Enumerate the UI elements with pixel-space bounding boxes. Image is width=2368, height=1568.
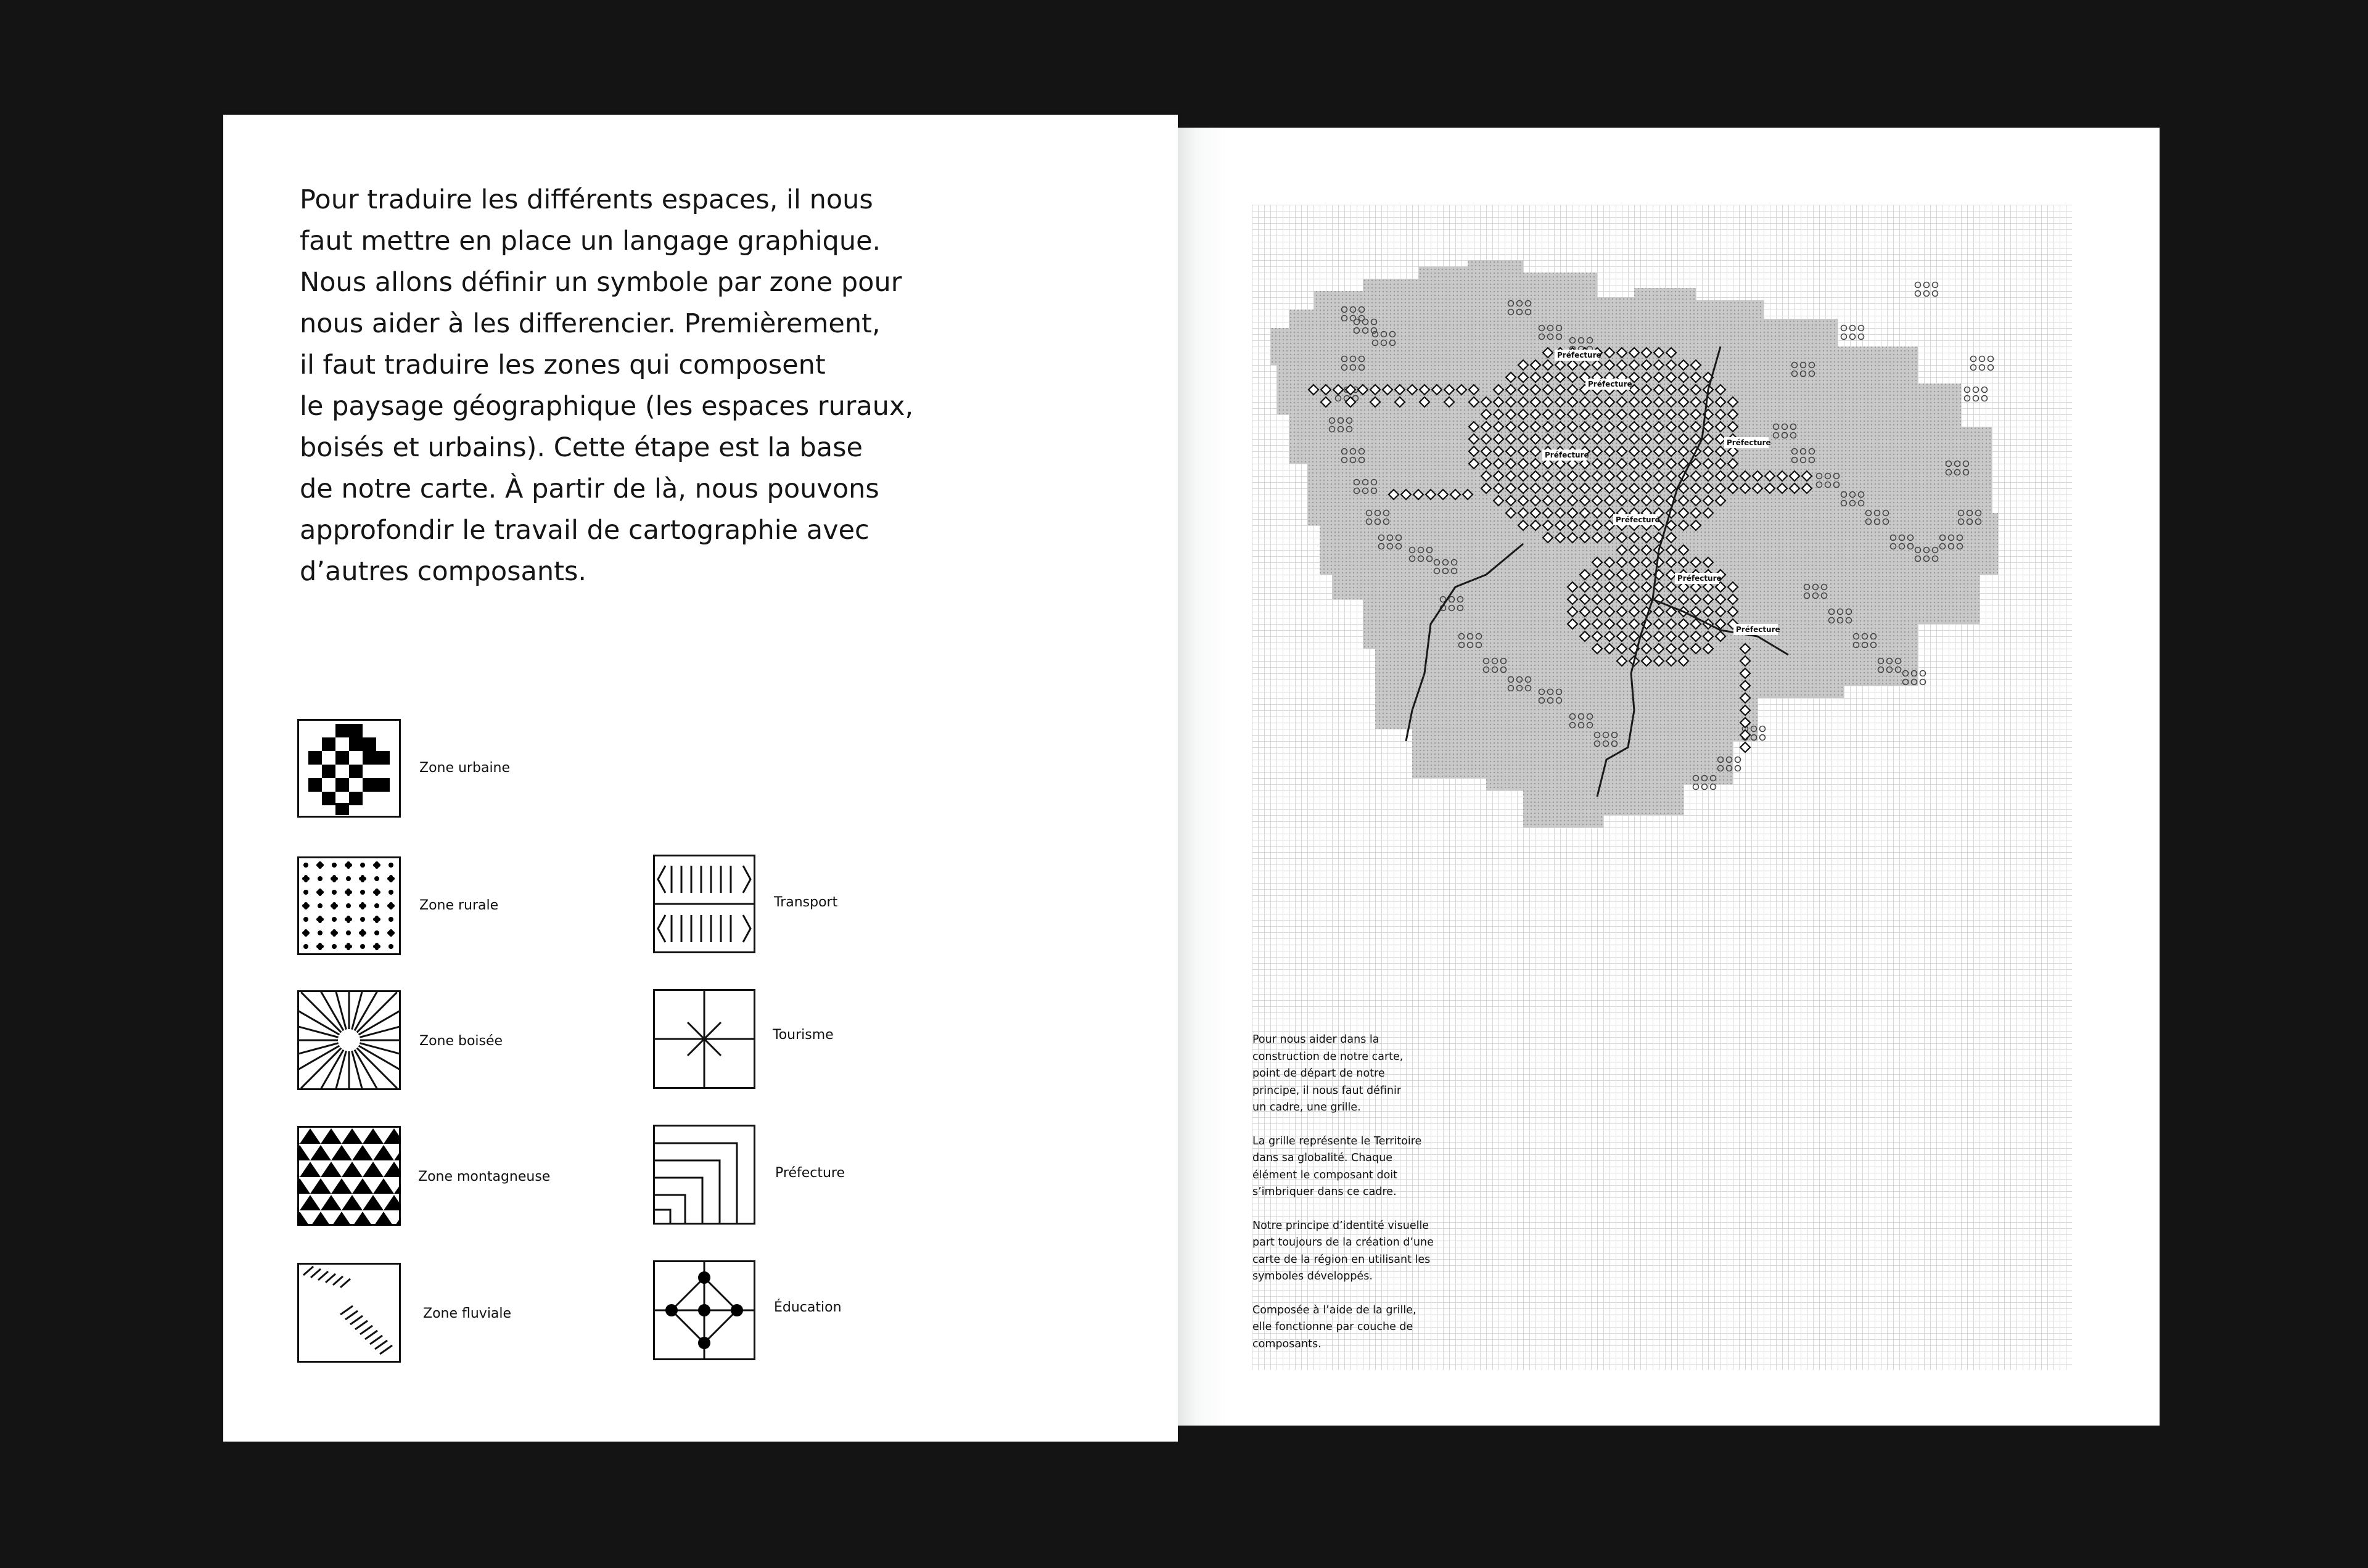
note-line: Composée à l’aide de la grille, xyxy=(1252,1303,1416,1316)
note-paragraph xyxy=(1252,1302,1462,1353)
rural-marker xyxy=(1980,356,1985,362)
note-line: construction de notre carte, xyxy=(1252,1050,1404,1063)
rural-marker xyxy=(1971,365,1976,371)
rural-marker xyxy=(1980,365,1985,371)
forest-zone-icon xyxy=(297,990,401,1090)
rural-marker xyxy=(1920,679,1926,685)
intro-line: de notre carte. À partir de là, nous pouvons xyxy=(300,474,879,504)
note-paragraph xyxy=(1252,1032,1462,1117)
intro-line: le paysage géographique (les espaces ruraux, xyxy=(300,391,914,422)
note-line: composants. xyxy=(1252,1337,1322,1350)
rural-marker xyxy=(1924,282,1930,288)
rural-marker xyxy=(1933,282,1938,288)
note-line: Pour nous aider dans la xyxy=(1252,1033,1379,1046)
note-line: elle fonctionne par couche de xyxy=(1252,1321,1413,1333)
transport-icon xyxy=(653,855,755,953)
intro-line: d’autres composants. xyxy=(300,556,587,587)
legend-label: Tourisme xyxy=(773,1027,834,1043)
urban-marker xyxy=(1740,742,1750,752)
note-line: élément le composant doit xyxy=(1252,1168,1398,1181)
rural-marker xyxy=(1971,356,1976,362)
rural-marker xyxy=(1702,784,1708,790)
rural-marker xyxy=(1859,326,1864,331)
education-icon xyxy=(653,1260,755,1360)
urban-zone-icon xyxy=(297,719,401,818)
note-line: La grille représente le Territoire xyxy=(1252,1135,1422,1147)
rural-zone-icon xyxy=(297,856,401,955)
intro-line: approfondir le travail de cartographie avec xyxy=(300,515,870,546)
rural-marker xyxy=(1920,671,1926,676)
rural-marker xyxy=(1693,784,1699,790)
note-line: Notre principe d’identité visuelle xyxy=(1252,1219,1429,1232)
rural-marker xyxy=(1965,396,1970,401)
rural-marker xyxy=(1933,291,1938,297)
prefecture-label: Préfecture xyxy=(1736,625,1780,634)
rural-marker xyxy=(1760,726,1766,732)
intro-paragraph xyxy=(300,179,916,593)
right-page xyxy=(1178,128,2160,1426)
rural-marker xyxy=(1988,365,1994,371)
prefecture-label: Préfecture xyxy=(1557,351,1601,359)
legend-label: Zone boisée xyxy=(419,1033,503,1049)
left-page xyxy=(223,115,1178,1442)
rural-marker xyxy=(1973,396,1979,401)
prefecture-label: Préfecture xyxy=(1545,451,1589,459)
legend-label: Zone montagneuse xyxy=(418,1169,551,1184)
legend-label: Éducation xyxy=(774,1300,842,1315)
legend-label: Transport xyxy=(774,895,838,910)
rural-marker xyxy=(1965,387,1970,393)
note-line: un cadre, une grille. xyxy=(1252,1101,1361,1114)
prefecture-label: Préfecture xyxy=(1588,380,1632,388)
intro-line: faut mettre en place un langage graphique. xyxy=(300,226,881,257)
intro-line: Nous allons définir un symbole par zone pour xyxy=(300,267,902,298)
note-line: part toujours de la création d’une xyxy=(1252,1236,1434,1249)
note-line: point de départ de notre xyxy=(1252,1067,1385,1080)
intro-line: Pour traduire les différents espaces, il nous xyxy=(300,184,873,215)
intro-line: boisés et urbains). Cette étape est la base xyxy=(300,432,863,463)
rural-marker xyxy=(1760,735,1766,741)
rural-marker xyxy=(1735,766,1741,771)
rural-marker xyxy=(1973,387,1979,393)
rural-marker xyxy=(1711,784,1716,790)
note-line: dans sa globalité. Chaque xyxy=(1252,1152,1392,1164)
prefecture-label: Préfecture xyxy=(1677,574,1722,583)
legend-label: Zone fluviale xyxy=(423,1306,512,1321)
river-zone-icon xyxy=(297,1263,401,1363)
prefecture-label: Préfecture xyxy=(1727,438,1771,447)
note-paragraph xyxy=(1252,1133,1462,1201)
note-line: carte de la région en utilisant les xyxy=(1252,1253,1431,1266)
intro-line: nous aider à les differencier. Premièrement, xyxy=(300,308,881,339)
region-map xyxy=(1252,205,2072,914)
rural-marker xyxy=(1735,757,1741,763)
note-line: s’imbriquer dans ce cadre. xyxy=(1252,1186,1397,1198)
tourism-icon xyxy=(653,989,755,1089)
rural-marker xyxy=(1988,356,1994,362)
rural-marker xyxy=(1915,291,1921,297)
legend-label: Préfecture xyxy=(775,1165,845,1181)
rural-marker xyxy=(1850,334,1856,340)
rural-marker xyxy=(1982,396,1988,401)
note-line: symboles développés. xyxy=(1252,1270,1373,1283)
sidebar-notes xyxy=(1252,1032,1462,1369)
intro-line: il faut traduire les zones qui composent xyxy=(300,350,826,380)
legend-label: Zone urbaine xyxy=(419,760,511,776)
mountain-zone-icon xyxy=(297,1126,401,1226)
legend-label: Zone rurale xyxy=(419,898,499,913)
rural-marker xyxy=(1982,387,1988,393)
rural-marker xyxy=(1850,326,1856,331)
rural-marker xyxy=(1915,282,1921,288)
rural-marker xyxy=(1841,334,1847,340)
prefecture-icon xyxy=(653,1125,755,1225)
rural-marker xyxy=(1924,291,1930,297)
prefecture-label: Préfecture xyxy=(1616,515,1660,524)
note-paragraph xyxy=(1252,1218,1462,1286)
note-line: principe, il nous faut définir xyxy=(1252,1084,1402,1097)
rural-marker xyxy=(1841,326,1847,331)
rural-marker xyxy=(1859,334,1864,340)
